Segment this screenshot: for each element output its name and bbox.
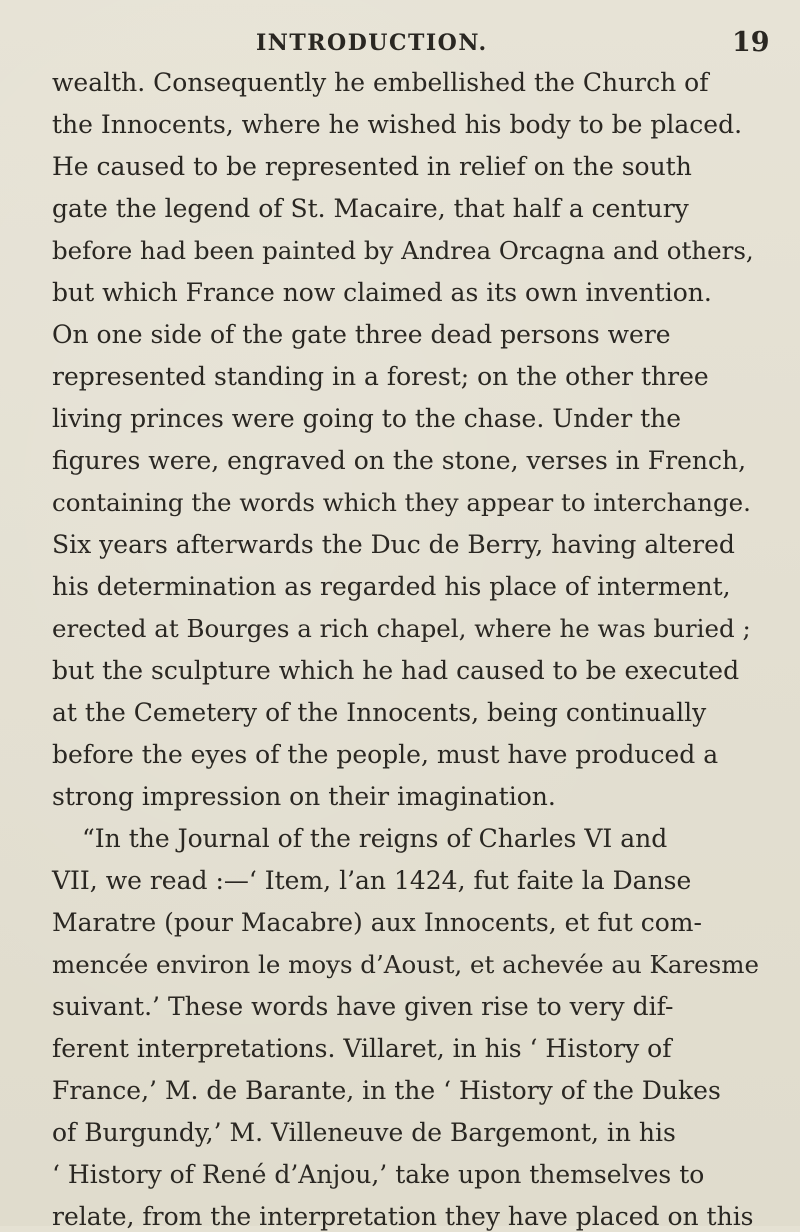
- text-line: gate the legend of St. Macaire, that half a century: [52, 194, 689, 223]
- text-line: He caused to be represented in relief on the south: [52, 152, 692, 181]
- text-line: ferent interpretations. Villaret, in his ‘ History of: [52, 1034, 672, 1063]
- page-number: 19: [732, 27, 770, 58]
- page-header: [0, 24, 800, 64]
- text-line: Maratre (pour Macabre) aux Innocents, et fut com-: [52, 908, 702, 937]
- text-line: before the eyes of the people, must have produced a: [52, 740, 719, 769]
- text-line: his determination as regarded his place of interment,: [52, 572, 731, 601]
- text-line: relate, from the interpretation they have placed on this: [52, 1202, 754, 1231]
- text-line: living princes were going to the chase. Under the: [52, 404, 682, 433]
- text-line: containing the words which they appear to interchange.: [52, 488, 751, 517]
- text-line: “In the Journal of the reigns of Charles VI and: [82, 824, 668, 853]
- text-line: but which France now claimed as its own invention.: [52, 278, 712, 307]
- text-line: wealth. Consequently he embellished the Church of: [52, 68, 709, 97]
- text-line: at the Cemetery of the Innocents, being continually: [52, 698, 707, 727]
- text-line: strong impression on their imagination.: [52, 782, 556, 811]
- running-head: INTRODUCTION.: [256, 30, 488, 56]
- text-line: On one side of the gate three dead persons were: [52, 320, 671, 349]
- text-line: mencée environ le moys d’Aoust, et achevée au Karesme: [52, 950, 759, 979]
- text-line: ‘ History of René d’Anjou,’ take upon themselves to: [52, 1160, 705, 1189]
- text-line: before had been painted by Andrea Orcagna and others,: [52, 236, 754, 265]
- text-line: of Burgundy,’ M. Villeneuve de Bargemont, in his: [52, 1118, 676, 1147]
- text-line: the Innocents, where he wished his body to be placed.: [52, 110, 743, 139]
- text-line: VII, we read :—‘ Item, l’an 1424, fut faite la Danse: [52, 866, 692, 895]
- text-line: erected at Bourges a rich chapel, where he was buried ;: [52, 614, 751, 643]
- text-line: suivant.’ These words have given rise to very dif-: [52, 992, 674, 1021]
- text-line: France,’ M. de Barante, in the ‘ History of the Dukes: [52, 1076, 721, 1105]
- text-line: Six years afterwards the Duc de Berry, having altered: [52, 530, 735, 559]
- text-line: represented standing in a forest; on the other three: [52, 362, 709, 391]
- text-line: but the sculpture which he had caused to be executed: [52, 656, 740, 685]
- text-line: figures were, engraved on the stone, verses in French,: [52, 446, 747, 475]
